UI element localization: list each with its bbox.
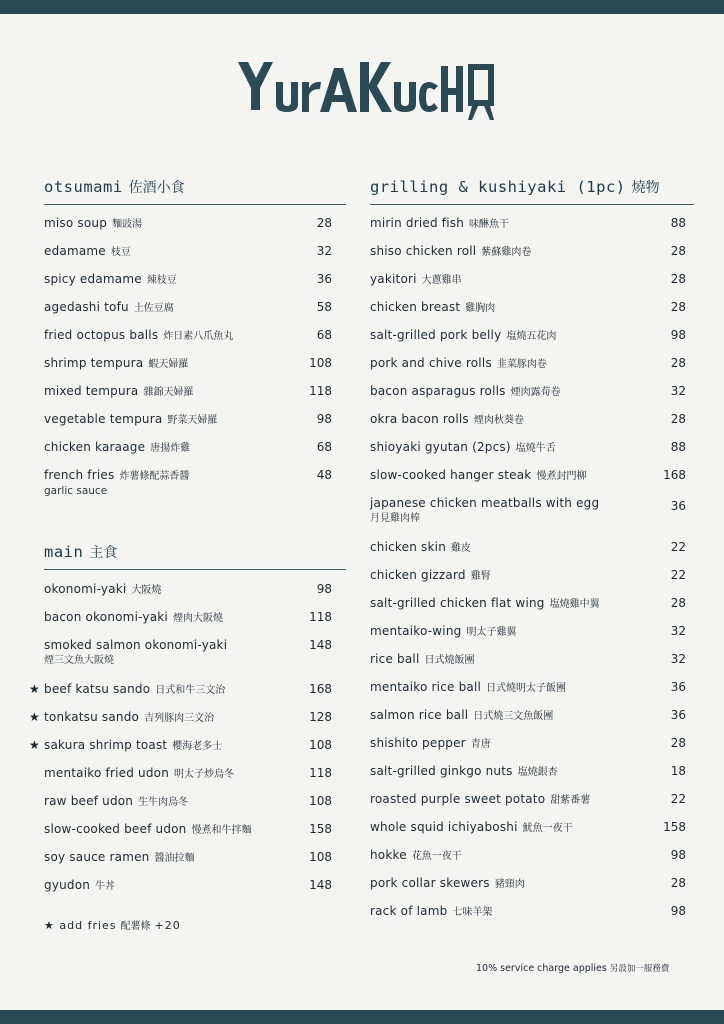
item-name: slow-cooked hanger steak: [370, 468, 532, 482]
item-name: spicy edamame: [44, 272, 142, 286]
item-price: 32: [316, 244, 332, 258]
item-name: chicken karaage: [44, 440, 146, 454]
item-name-zh: 雜錦天婦羅: [143, 387, 194, 398]
item-name: shrimp tempura: [44, 356, 144, 370]
item-name-zh: 煙肉大阪燒: [172, 613, 223, 624]
item-name: salt-grilled ginkgo nuts: [370, 764, 513, 778]
item-name: miso soup: [44, 216, 108, 230]
item-price: 148: [309, 638, 332, 652]
item-name: bacon okonomi-yaki: [44, 610, 168, 624]
item-price: 98: [670, 848, 686, 862]
item-price: 18: [670, 764, 686, 778]
item-price: 68: [316, 328, 332, 342]
menu-item: [29, 710, 346, 726]
item-price: 108: [309, 356, 332, 370]
section-title-en: grilling & kushiyaki (1pc): [370, 178, 626, 196]
item-name-zh: 日式燒明太子飯團: [486, 683, 567, 694]
item-name-zh: 蝦天婦羅: [148, 359, 189, 370]
item-name-zh: 塩燒牛舌: [515, 443, 556, 454]
item-name: mirin dried fish: [370, 216, 465, 230]
item-name-zh: 慢煮封門柳: [536, 471, 587, 482]
item-price: 108: [309, 738, 332, 752]
menu-item: [370, 384, 694, 400]
menu-item: [44, 356, 346, 372]
item-name-zh: 塩燒五花肉: [506, 331, 557, 342]
menu-item: [370, 244, 694, 260]
item-price: 88: [670, 440, 686, 454]
item-name-zh: 醬油拉麵: [154, 853, 195, 864]
item-name: mentaiko fried udon: [44, 766, 170, 780]
item-price: 98: [316, 582, 332, 596]
item-name: shiso chicken roll: [370, 244, 477, 258]
item-name-zh: 吉列豚肉三文治: [144, 713, 215, 724]
item-name: salmon rice ball: [370, 708, 469, 722]
item-name-zh: 雞腎: [470, 571, 491, 582]
section-divider: [44, 569, 346, 570]
menu-item: [370, 412, 694, 428]
menu-item: [44, 328, 346, 344]
item-name: roasted purple sweet potato: [370, 792, 546, 806]
item-name-zh: 青唐: [470, 739, 491, 750]
menu-item: [44, 850, 346, 866]
menu-item: [370, 792, 694, 808]
item-price: 28: [670, 736, 686, 750]
menu-item: [44, 216, 346, 232]
item-price: 28: [316, 216, 332, 230]
item-name: mixed tempura: [44, 384, 139, 398]
menu-item: [370, 680, 694, 696]
item-price: 118: [309, 610, 332, 624]
item-name: okonomi-yaki: [44, 582, 127, 596]
add-fries-price: +20: [154, 919, 181, 932]
item-name: whole squid ichiyaboshi: [370, 820, 518, 834]
menu-item: [370, 540, 694, 556]
section-otsumami: [44, 176, 346, 497]
item-price: 32: [670, 384, 686, 398]
menu-item: [370, 356, 694, 372]
item-price: 28: [670, 356, 686, 370]
menu-item: [370, 736, 694, 752]
item-name: slow-cooked beef udon: [44, 822, 187, 836]
item-name-zh: 塩燒雞中翼: [549, 599, 600, 610]
item-price: 22: [670, 568, 686, 582]
item-name-zh: 辣枝豆: [146, 275, 177, 286]
item-name-zh: 野菜天婦羅: [167, 415, 218, 426]
item-name: fried octopus balls: [44, 328, 159, 342]
item-name: salt-grilled chicken flat wing: [370, 596, 545, 610]
item-price: 32: [670, 624, 686, 638]
menu-item: [370, 468, 694, 484]
item-name: tonkatsu sando: [44, 710, 140, 724]
menu-item: [44, 272, 346, 288]
menu-item: [44, 244, 346, 260]
section-main: [29, 541, 346, 892]
section-title: [44, 541, 346, 563]
item-name: vegetable tempura: [44, 412, 163, 426]
item-price: 36: [316, 272, 332, 286]
item-name-zh: 七味羊架: [452, 907, 493, 918]
item-name-zh: 櫻海老多士: [172, 741, 223, 752]
section-grilling: [370, 176, 694, 918]
service-charge-zh: 另設加一服務費: [609, 964, 670, 974]
top-border-bar: [0, 0, 724, 14]
menu-item: [370, 272, 694, 288]
section-divider: [44, 204, 346, 205]
menu-item: [370, 568, 694, 584]
item-subtitle: garlic sauce: [44, 485, 108, 497]
item-price: 28: [670, 272, 686, 286]
item-price: 98: [316, 412, 332, 426]
menu-item: [370, 764, 694, 780]
menu-item: [370, 820, 694, 836]
menu-item: [44, 766, 346, 782]
item-price: 88: [670, 216, 686, 230]
item-name: chicken gizzard: [370, 568, 466, 582]
menu-item: [29, 682, 346, 698]
item-name: chicken skin: [370, 540, 446, 554]
menu-item: [44, 794, 346, 810]
item-price: 28: [670, 412, 686, 426]
star-icon: ★: [29, 682, 40, 696]
menu-item: [44, 440, 346, 456]
item-name: french fries: [44, 468, 115, 482]
item-price: 36: [670, 499, 686, 513]
menu-item: [29, 738, 346, 754]
menu-item: [44, 300, 346, 316]
menu-item: [370, 652, 694, 668]
menu-item: [370, 596, 694, 612]
item-price: 158: [663, 820, 686, 834]
section-title-zh: 主食: [89, 545, 118, 561]
service-charge-en: 10% service charge applies: [476, 963, 607, 974]
menu-item: [44, 878, 346, 894]
star-icon: ★: [29, 710, 40, 724]
section-title: [370, 176, 694, 198]
item-price: 108: [309, 850, 332, 864]
item-name: raw beef udon: [44, 794, 134, 808]
item-name: agedashi tofu: [44, 300, 129, 314]
item-price: 118: [309, 766, 332, 780]
item-name-zh: 花魚一夜干: [411, 851, 462, 862]
menu-item: [370, 496, 694, 526]
item-name-zh: 甜紫番薯: [550, 795, 591, 806]
item-price: 98: [670, 904, 686, 918]
item-name: pork collar skewers: [370, 876, 490, 890]
item-price: 58: [316, 300, 332, 314]
item-name-zh: 日式燒三文魚飯團: [473, 711, 554, 722]
service-charge-note: [476, 962, 669, 974]
item-name: edamame: [44, 244, 106, 258]
item-name: chicken breast: [370, 300, 461, 314]
item-price: 36: [670, 680, 686, 694]
menu-item: [44, 610, 346, 626]
item-name-zh: 日式和牛三文治: [155, 685, 226, 696]
item-name: rack of lamb: [370, 904, 448, 918]
logo-lettering: [238, 62, 494, 120]
item-name: yakitori: [370, 272, 417, 286]
section-title-zh: 佐酒小食: [128, 180, 185, 196]
item-price: 22: [670, 792, 686, 806]
item-price: 128: [309, 710, 332, 724]
menu-item: [370, 216, 694, 232]
item-price: 48: [316, 468, 332, 482]
section-title-en: otsumami: [44, 178, 123, 196]
item-name: beef katsu sando: [44, 682, 151, 696]
star-icon: ★: [44, 919, 55, 932]
item-name: soy sauce ramen: [44, 850, 150, 864]
item-name: bacon asparagus rolls: [370, 384, 506, 398]
item-price: 168: [663, 468, 686, 482]
item-name-zh: 魷魚一夜干: [522, 823, 573, 834]
menu-item: [370, 876, 694, 892]
item-price: 28: [670, 596, 686, 610]
item-name-zh: 生牛肉烏冬: [138, 797, 189, 808]
item-name-zh: 枝豆: [110, 247, 131, 258]
item-name-zh: 塩燒銀杏: [517, 767, 558, 778]
item-name: mentaiko-wing: [370, 624, 462, 638]
section-title-zh: 燒物: [631, 180, 660, 196]
item-name: japanese chicken meatballs with egg: [370, 496, 600, 510]
item-name-zh: 味醂魚干: [469, 219, 510, 230]
item-price: 28: [670, 300, 686, 314]
item-name-zh: 雞胸肉: [465, 303, 496, 314]
item-name-zh: 大蔥雞串: [421, 275, 462, 286]
item-price: 36: [670, 708, 686, 722]
item-name: shioyaki gyutan (2pcs): [370, 440, 511, 454]
item-name-zh: 日式燒飯團: [424, 655, 475, 666]
item-name: pork and chive rolls: [370, 356, 492, 370]
bottom-border-bar: [0, 1010, 724, 1024]
add-fries-label-zh: 配薯條: [120, 921, 151, 932]
item-name: hokke: [370, 848, 407, 862]
item-price: 118: [309, 384, 332, 398]
star-icon: ★: [29, 738, 40, 752]
menu-item: [370, 328, 694, 344]
item-name: sakura shrimp toast: [44, 738, 168, 752]
item-price: 98: [670, 328, 686, 342]
menu-item: [44, 582, 346, 598]
menu-item: [370, 848, 694, 864]
section-divider: [370, 204, 694, 205]
item-price: 158: [309, 822, 332, 836]
menu-item: [370, 708, 694, 724]
menu-item: [370, 440, 694, 456]
menu-item: [370, 300, 694, 316]
item-price: 168: [309, 682, 332, 696]
item-price: 28: [670, 244, 686, 258]
item-price: 68: [316, 440, 332, 454]
item-name-zh: 炸薯條配蒜香醬: [119, 471, 190, 482]
item-name-zh: 唐揚炸雞: [150, 443, 191, 454]
item-name: smoked salmon okonomi-yaki: [44, 638, 228, 652]
item-name-zh: 牛丼: [95, 881, 116, 892]
item-name-zh: 紫蘇雞肉卷: [481, 247, 532, 258]
item-name-zh: 明太子炒烏冬: [174, 769, 235, 780]
item-name-zh: 煙肉秋葵卷: [473, 415, 524, 426]
item-name: rice ball: [370, 652, 420, 666]
item-name: salt-grilled pork belly: [370, 328, 502, 342]
item-name: okra bacon rolls: [370, 412, 469, 426]
item-subtitle: 月見雞肉棒: [370, 513, 420, 524]
menu-item: [370, 624, 694, 640]
item-name-zh: 炸日素八爪魚丸: [163, 331, 234, 342]
menu-item: [44, 384, 346, 400]
menu-item: [44, 468, 346, 499]
section-title: [44, 176, 346, 198]
section-title-en: main: [44, 543, 84, 561]
item-name: mentaiko rice ball: [370, 680, 482, 694]
item-name-zh: 土佐豆腐: [133, 303, 174, 314]
item-name: gyudon: [44, 878, 91, 892]
item-subtitle: 煙三文魚大阪燒: [44, 655, 114, 666]
item-name-zh: 大阪燒: [131, 585, 162, 596]
item-price: 22: [670, 540, 686, 554]
add-fries-label: add fries: [59, 919, 117, 932]
menu-item: [370, 904, 694, 920]
add-fries-note: [44, 917, 181, 932]
menu-item: [44, 412, 346, 428]
item-name-zh: 韭菜豚肉卷: [496, 359, 547, 370]
item-price: 148: [309, 878, 332, 892]
item-name: shishito pepper: [370, 736, 466, 750]
menu-item: [44, 822, 346, 838]
item-price: 32: [670, 652, 686, 666]
item-name-zh: 雞皮: [451, 543, 471, 554]
item-price: 28: [670, 876, 686, 890]
item-price: 108: [309, 794, 332, 808]
item-name-zh: 麵豉湯: [112, 219, 143, 230]
yurakucho-logo: [236, 58, 496, 130]
item-name-zh: 慢煮和牛拌麵: [191, 825, 252, 836]
item-name-zh: 明太子雞翼: [466, 627, 517, 638]
item-name-zh: 豬頸肉: [494, 879, 525, 890]
item-name-zh: 煙肉露荀卷: [510, 387, 561, 398]
menu-item: [44, 638, 346, 668]
